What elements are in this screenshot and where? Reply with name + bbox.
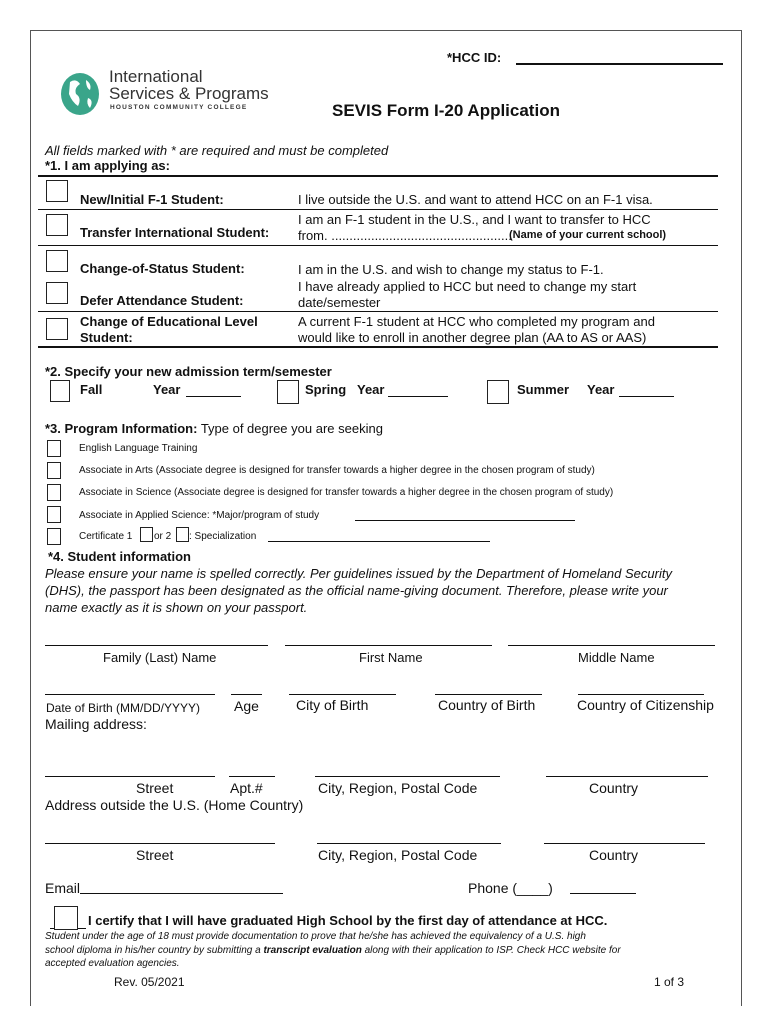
first-name-field[interactable] <box>285 645 492 646</box>
english-checkbox[interactable] <box>47 440 61 457</box>
citizenship-field[interactable] <box>578 694 704 695</box>
mailing-city-field[interactable] <box>315 776 500 777</box>
transfer-checkbox[interactable] <box>46 214 68 236</box>
summer-year-field[interactable] <box>619 396 674 397</box>
home-street-field[interactable] <box>45 843 275 844</box>
fall-checkbox[interactable] <box>50 380 70 402</box>
change-level-checkbox[interactable] <box>46 318 68 340</box>
specialization-field[interactable] <box>268 541 490 542</box>
divider <box>38 245 718 246</box>
aas-checkbox[interactable] <box>47 506 61 523</box>
divider <box>38 209 718 210</box>
phone-field[interactable] <box>570 893 636 894</box>
country-of-birth-field[interactable] <box>435 694 542 695</box>
certify-checkbox[interactable] <box>54 906 78 930</box>
section3-title: *3. Program Information: Type of degree you are seeking <box>45 421 383 436</box>
change-of-status-checkbox[interactable] <box>46 250 68 272</box>
revision: Rev. 05/2021 <box>114 975 185 989</box>
section2-title: *2. Specify your new admission term/semester <box>45 364 332 379</box>
divider <box>38 175 718 177</box>
spring-year-field[interactable] <box>388 396 448 397</box>
major-field[interactable] <box>355 520 575 521</box>
mailing-street-field[interactable] <box>45 776 215 777</box>
home-city-field[interactable] <box>317 843 501 844</box>
section4-title: *4. Student information <box>48 549 191 564</box>
summer-checkbox[interactable] <box>487 380 509 404</box>
certify-statement: I certify that I will have graduated High School by the first day of attendance at HCC. <box>88 913 608 928</box>
divider <box>38 346 718 348</box>
certificate-2-checkbox[interactable] <box>176 527 189 542</box>
mailing-apt-field[interactable] <box>229 776 275 777</box>
hcc-id-field[interactable] <box>516 63 723 65</box>
divider <box>38 311 718 312</box>
required-note: All fields marked with * are required and must be completed <box>45 143 389 158</box>
globe-icon <box>60 72 100 116</box>
new-initial-checkbox[interactable] <box>46 180 68 202</box>
fall-year-field[interactable] <box>186 396 241 397</box>
certificate-1-checkbox[interactable] <box>140 527 153 542</box>
family-name-field[interactable] <box>45 645 268 646</box>
page-title: SEVIS Form I-20 Application <box>332 101 560 120</box>
certificate-checkbox[interactable] <box>47 528 61 545</box>
section1-title: *1. I am applying as: <box>45 158 170 173</box>
spring-checkbox[interactable] <box>277 380 299 404</box>
aa-checkbox[interactable] <box>47 462 61 479</box>
as-checkbox[interactable] <box>47 484 61 501</box>
mailing-country-field[interactable] <box>546 776 708 777</box>
email-field[interactable] <box>80 893 283 894</box>
page-number: 1 of 3 <box>654 975 685 989</box>
age-field[interactable] <box>231 694 262 695</box>
dob-field[interactable] <box>45 694 215 695</box>
middle-name-field[interactable] <box>508 645 715 646</box>
hcc-id-label: *HCC ID: <box>447 50 502 65</box>
city-of-birth-field[interactable] <box>289 694 396 695</box>
home-country-field[interactable] <box>544 843 705 844</box>
defer-checkbox[interactable] <box>46 282 68 304</box>
